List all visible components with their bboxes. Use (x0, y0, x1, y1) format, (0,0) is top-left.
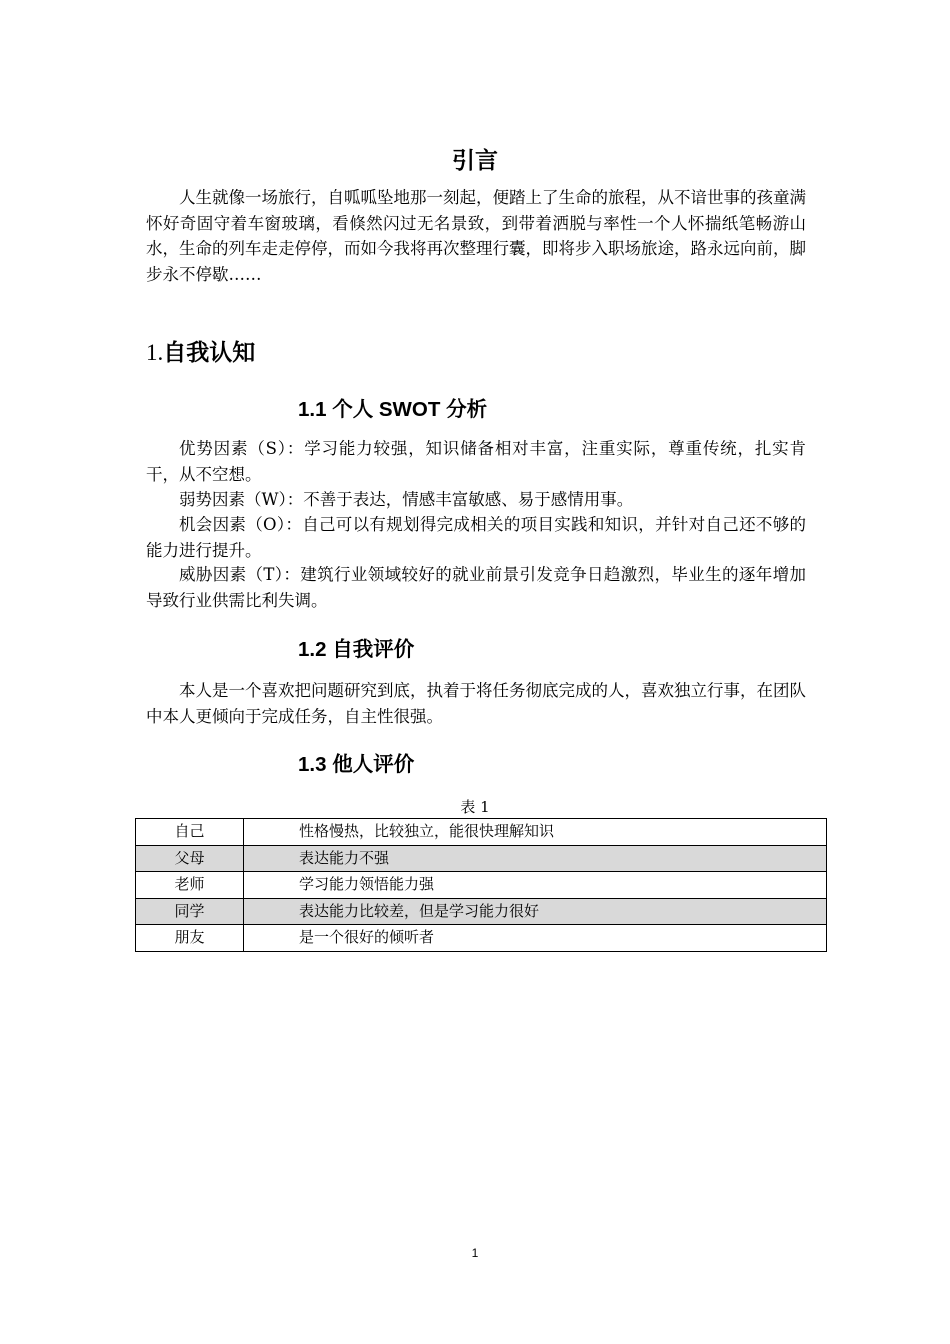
section-number: 1. (146, 340, 164, 365)
table-cell-evaluator: 朋友 (136, 925, 244, 952)
intro-title: 引言 (452, 148, 498, 174)
table-cell-evaluation: 表达能力不强 (244, 845, 827, 872)
evaluation-table (135, 818, 827, 952)
table-caption: 表 1 (460, 798, 490, 816)
swot-weaknesses: 弱势因素（W）：不善于表达，情感丰富敏感、易于感情用事。 (179, 490, 634, 509)
swot-opportunities: 机会因素（O）：自己可以有规划得完成相关的项目实践和知识，并针对自己还不够的能力进行提升。 (146, 515, 806, 560)
table-row (136, 925, 827, 952)
page-number: 1 (471, 1246, 479, 1260)
table-cell-evaluation: 性格慢热，比较独立，能很快理解知识 (244, 819, 827, 846)
table-cell-evaluation: 是一个很好的倾听者 (244, 925, 827, 952)
table-cell-evaluation: 表达能力比较差，但是学习能力很好 (244, 898, 827, 925)
swot-heading: 1.1 个人 SWOT 分析 (298, 398, 488, 421)
table-cell-evaluation: 学习能力领悟能力强 (244, 872, 827, 899)
table-cell-evaluator: 父母 (136, 845, 244, 872)
self-eval-heading: 1.2 自我评价 (298, 638, 415, 661)
swot-threats: 威胁因素（T）：建筑行业领域较好的就业前景引发竞争日趋激烈，毕业生的逐年增加导致行业供需比利失调。 (146, 565, 806, 610)
intro-paragraph: 人生就像一场旅行，自呱呱坠地那一刻起，便踏上了生命的旅程，从不谙世事的孩童满怀好奇固守着车窗玻璃，看倏然闪过无名景致，到带着洒脱与率性一个人怀揣纸笔畅游山水，生命的列车走走停停，而如今我将再次整理行囊，即将步入职场旅途，路永远向前，脚步永不停歇…… (146, 188, 806, 284)
others-eval-heading: 1.3 他人评价 (298, 753, 415, 776)
table-row (136, 819, 827, 846)
table-cell-evaluator: 老师 (136, 872, 244, 899)
table-row (136, 872, 827, 899)
section-heading (146, 334, 255, 367)
table-cell-evaluator: 同学 (136, 898, 244, 925)
swot-strengths: 优势因素（S）：学习能力较强，知识储备相对丰富，注重实际，尊重传统，扎实肯干，从不空想。 (146, 439, 806, 484)
table-cell-evaluator: 自己 (136, 819, 244, 846)
self-eval-paragraph: 本人是一个喜欢把问题研究到底，执着于将任务彻底完成的人，喜欢独立行事，在团队中本人更倾向于完成任务，自主性很强。 (146, 681, 806, 726)
table-row (136, 845, 827, 872)
table-row (136, 898, 827, 925)
section-title: 自我认知 (163, 340, 256, 366)
